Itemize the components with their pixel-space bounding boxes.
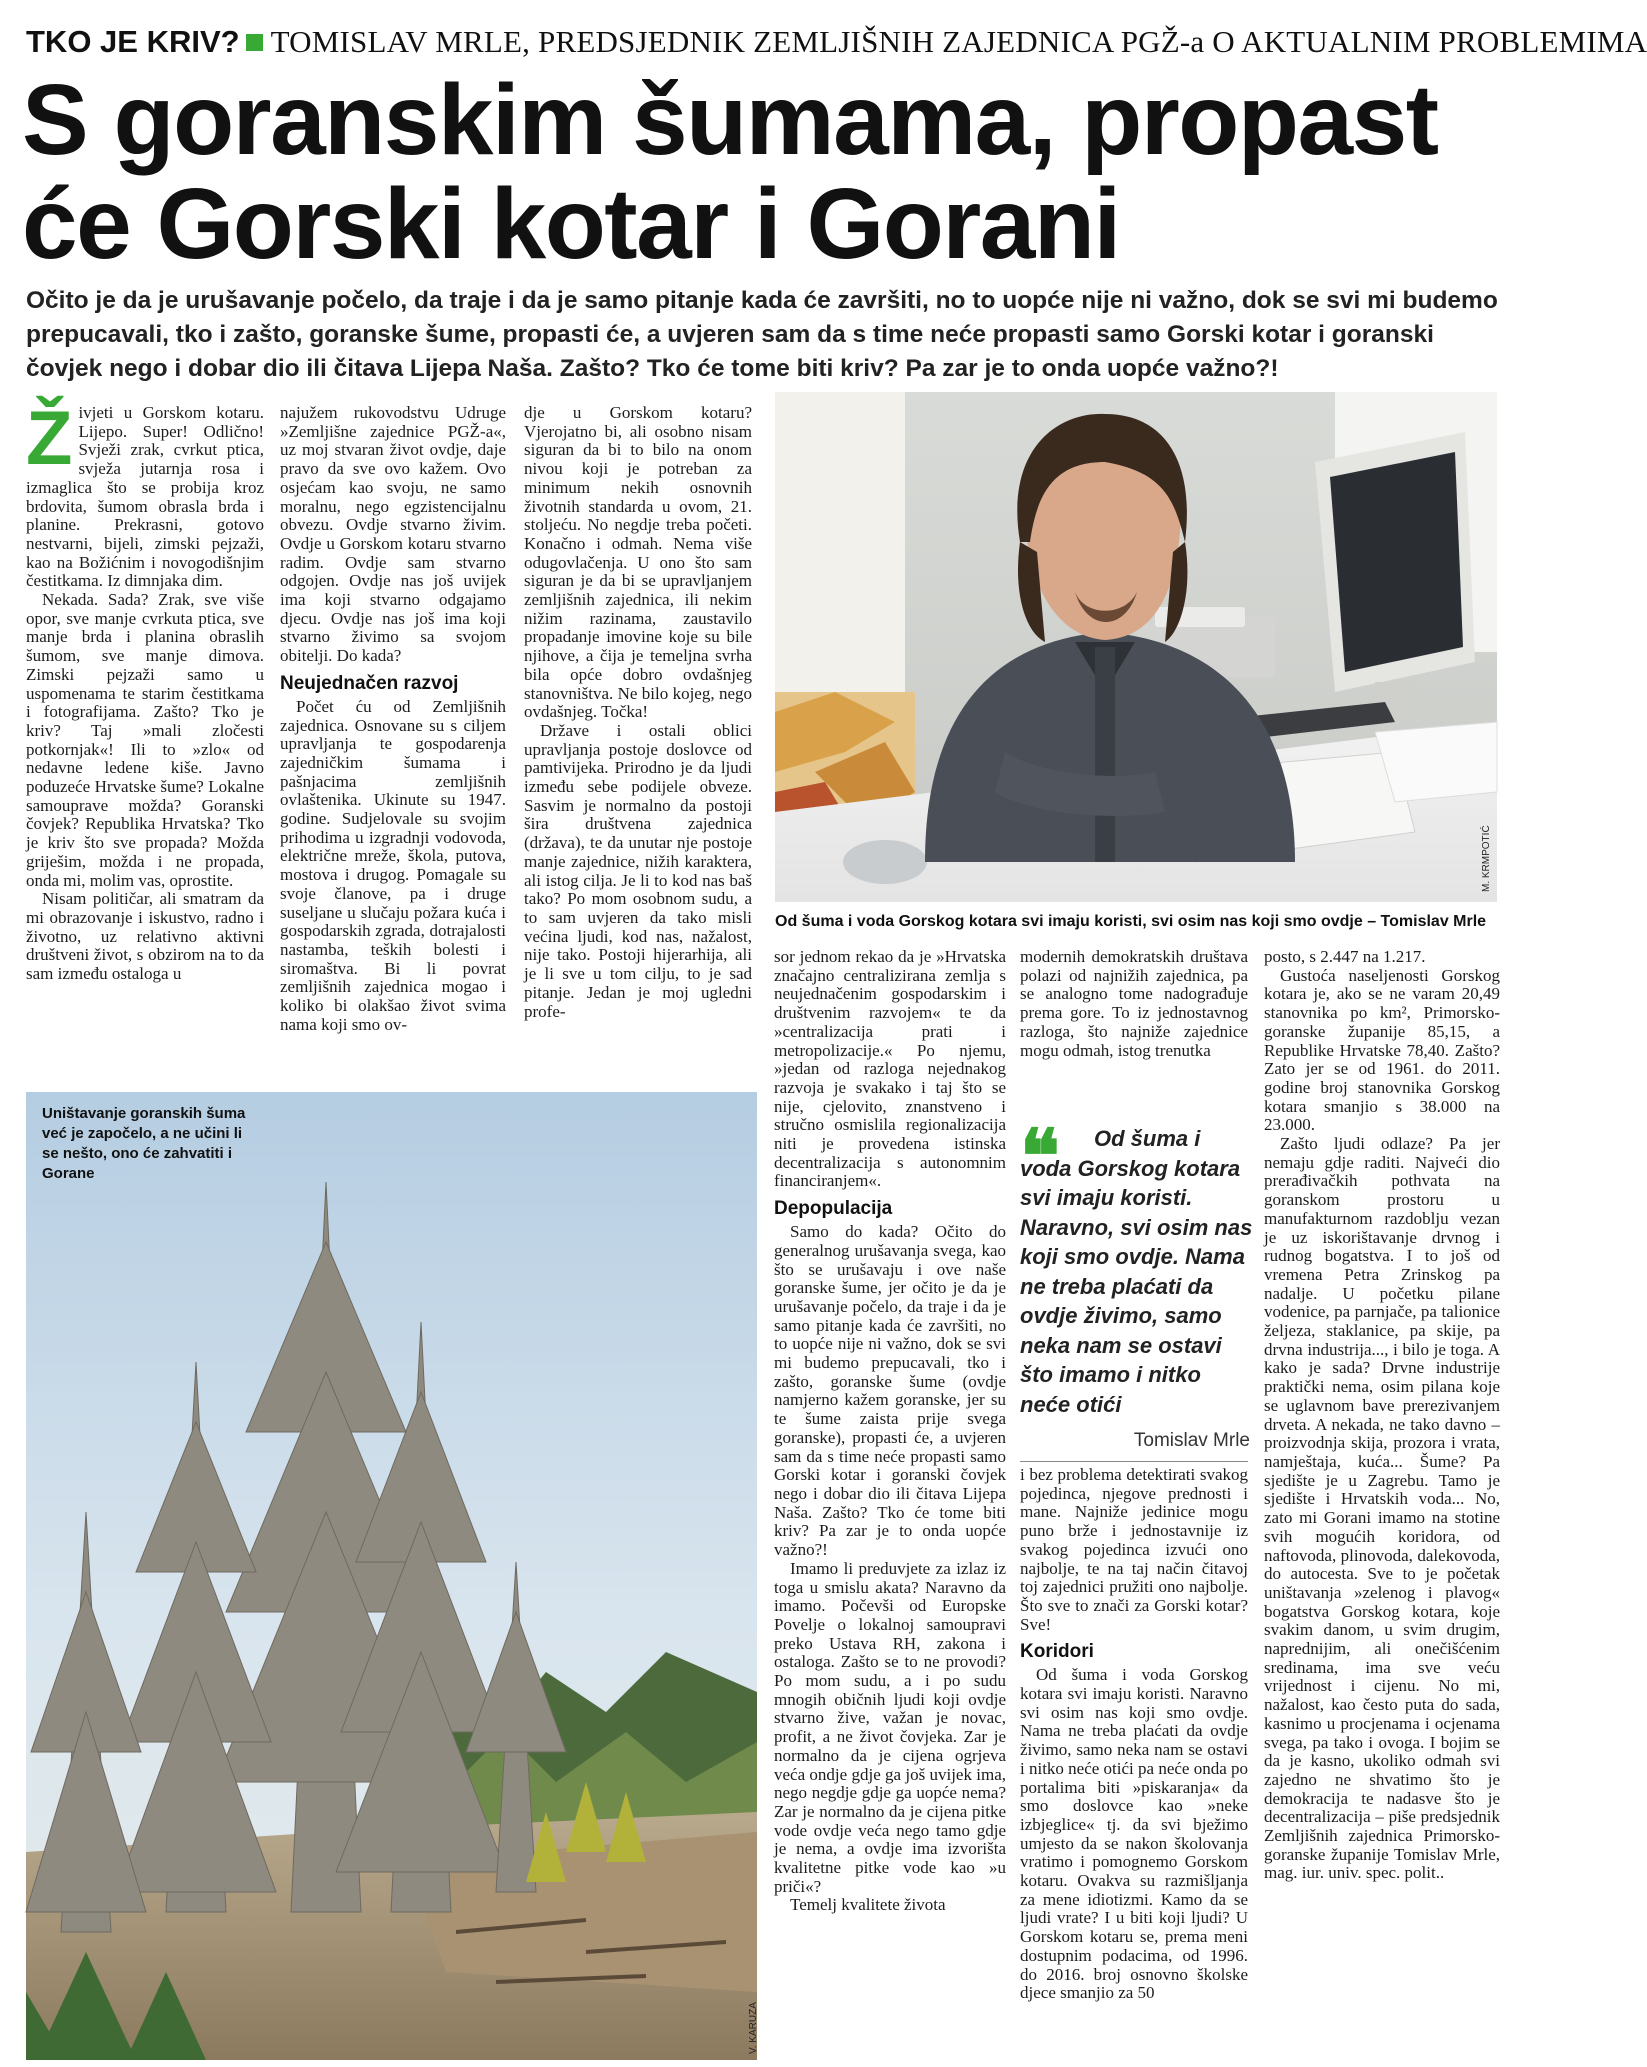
headline-line-2: će Gorski kotar i Gorani [22,168,1120,280]
paragraph: Imamo li preduvjete za izlaz iz toga u smislu akata? Naravno da imamo. Počevši od Europske Povelje o lokalnoj samoupravi preko Ustava RH, zakona i ostaloga. Zašto se to ne provodi? Po mom sudu, a i po sudu mnogih običnih ljudi koji ovdje stvarno žive, važan je novac, profit, a ne život čovjeka. Zar je normalno da je cijena ogrjeva veća ondje gdje ga još uvijek ima, nego negdje gdje ga uopće nema? Zar je normalno da je cijena pitke vode ovdje veća nego tamo gdje je nema, a ovdje ima izvorišta kvalitetne pitke vode kao »u priči«? [774,1558,1006,1896]
column-1 [26,396,264,984]
photo-credit: V. KARUZA [748,2002,759,2054]
subheading: Neujednačen razvoj [280,672,459,694]
office-photo-caption: Od šuma i voda Gorskog kotara svi imaju koristi, svi osim nas koji smo ovdje – Tomislav Mrle [775,913,1487,930]
paragraph: modernih demokratskih društava polazi od najnižih zajednica, pa se analogno tome nadograđuje prema gore. To iz jednostavnog razloga, što najniže zajednice mogu odmah, istog trenutka [1020,947,1248,1060]
paragraph: dje u Gorskom kotaru? Vjerojatno bi, ali osobno nisam siguran da bi to bilo na onom nivou koji je potreban za minimum nekih osnovnih životnih standarda u ovom, 21. stoljeću. No negdje treba početi. Konačno i odmah. Nema više odugovlačenja. U ono što sam siguran je da bi se upravljanjem zemljišnih zajednica, ili nekim nižim razinama, zaustavilo propadanje imovine koje su bile njihove, a čija je temeljna svrha bila opće dobro ovdašnjeg stanovništva. Ne bilo kojeg, nego ovdašnjeg. Točka! [524,403,752,722]
headline [22,64,1502,280]
kicker-tag: TKO JE KRIV? [26,24,240,59]
paragraph: Od šuma i voda Gorskog kotara svi imaju koristi. Naravno svi osim nas koji smo ovdje. Nama ne treba plaćati da ovdje živimo, samo neka nam se ostavi i nitko neće otići pa neće onda po portalima biti »piskaranja« da smo doslovce kao »neke izbjeglice« tj. da svi bježimo umjesto da se nakon školovanja vratimo i pomognemo Gorskom kotaru. Ovakva su razmišljanja za mene idiotizmi. Kamo da se ljudi vrate? I u biti koji ljudi? U Gorskom kotaru se, prema meni dostupnim podacima, od 1996. do 2016. broj osnovno školske djece smanjio za 50 [1020,1665,1248,2003]
paragraph: Nekada. Sada? Zrak, sve više opor, sve manje cvrkuta ptica, sve manje brda i planina obraslih šumom, sve manje dimova. Zimski pejzaži samo u uspomenama te starim čestitkama i fotografijama. Zašto? Tko je kriv? Taj »mali zločesti potkornjak«! Ili to »zlo« od nedavne ledene kiše. Javno poduzeće Hrvatske šume? Lokalne samouprave možda? Goranski čovjek? Republika Hrvatska? Tko je kriv što sve propada? Možda griješim, možda i ne propada, onda mi, molim vas, oprostite. [26,590,264,890]
paragraph: Temelj kvalitete života [790,1895,946,1915]
forest-photo [26,1092,757,2060]
quote-mark-icon: ❝ [1020,1114,1060,1200]
paragraph: Samo do kada? Očito do generalnog urušavanja svega, kao što se urušavaju i ove naše goranske šume, jer očito je da je urušavanje počelo, da traje i da je samo pitanje kada će završiti, no to uopće nije ni važno, dok se svi mi budemo prepucavali, tko i zašto, goranske šume (ovdje namjerno kažem goranske, jer su te šume zaista prije svega goranske), propasti će, a uvjeren sam da s time neće propasti samo Gorski kotar i goranski čovjek nego i dobar dio ili čitava Lijepa Naša. Zašto? Tko će tome biti kriv? Pa zar je to onda uopće važno?! [774,1222,1006,1560]
quote-divider [1020,1461,1248,1462]
subheading: Depopulacija [774,1198,893,1220]
lead-paragraph: Očito je da je urušavanje počelo, da traje i da je samo pitanje kada će završiti, no to uopće nije ni važno, dok se svi mi budemo prepucavali, tko i zašto, goranske šume, propasti će, a uvjeren sam da s time neće propasti samo Gorski kotar i goranski čovjek nego i dobar dio ili čitava Lijepa Naša. Zašto? Tko će tome biti kriv? Pa zar je to onda uopće važno?! [26,287,1498,382]
paragraph: Zašto ljudi odlaze? Pa jer nemaju gdje raditi. Najveći dio prerađivačkih pothvata na goranskom prostoru u manufakturnom razdoblju vezan je uz iskorištavanje drvnog i rudnog bogatstva. I to još od vremena Petra Zrinskog pa nadalje. U početku pilane vodenice, pa parnjače, pa talionice željeza, staklanice, pa skije, pa drvna industrija..., i bilo je toga. A kako je sada? Drvne industrije praktički nema, osim pilana koje se uglavnom bave prerezivanjem drveta. A nekada, ne tako davno – proizvodnja skija, prozora i vrata, namještaja, kuća... Šume? Pa sjedište je u Zagrebu. Tamo je sjedište i Hrvatskih voda... No, zato mi Gorani imamo na stotine svih mogućih koridora, od naftovoda, plinovoda, dalekovoda, do autocesta. Sve to je početak uništavanja »zelenog i plavog« bogatstva Gorskog kotara, koje svakim danom, u svim drugim, naprednijim, ali onečišćenim sredinama, ima sve veću vrijednost i cijenu. No mi, nažalost, kao često puta do sada, kasnimo u procjenama i ocjenama svega, pa tako i ovoga. I bojim se da je kasno, ukoliko odmah svi zajedno ne shvatimo što je demokracija te nadasve što je decentralizacija – piše predsjednik Zemljišnih zajednica Primorsko-goranske županije Tomislav Mrle, mag. iur. univ. spec. polit.. [1264,1134,1500,1883]
subheading: Koridori [1020,1641,1094,1663]
column-2 [280,404,506,1035]
column-5 [1020,948,1248,1060]
headline-line-1: S goranskim šumama, propast [22,64,1438,176]
paragraph: i bez problema detektirati svakog pojedinca, njegove prednosti i mane. Najniže jedinice mogu puno brže i jednostavnije iz svakog pojedinca izvući ono najbolje, te na taj način čitavoj toj zajednici pružiti ono najbolje. Što sve to znači za Gorski kotar? Sve! [1020,1465,1248,1634]
column-3 [524,404,752,1021]
pull-quote [1020,1114,1256,1419]
column-4 [774,948,1006,1915]
pull-quote-author: Tomislav Mrle [1133,1430,1250,1451]
column-6 [1264,948,1500,1883]
forest-photo-caption: Uništavanje goranskih šuma već je započelo, a ne učini li se nešto, ono će zahvatiti i Gorane [42,1105,246,1182]
paragraph: Države i ostali oblici upravljanja postoje doslovce od pamtivijeka. Prirodno je da ljudi između sebe podijele obveze. Sasvim je normalno da postoji šira društvena zajednica (država), te da unutar nje postoje manje zajednice, nižih karaktera, ali istog cilja. Je li to kod nas baš tako? Po mom osobnom sudu, a to sam uvjeren da tako misli većina ljudi, kod nas, nažalost, nije tako. Postoji hijerarhija, ali je li sve u tom cilju, to je sad pitanje. Jedan je moj ugledni profe- [524,720,752,1021]
column-5-continued [1020,1466,1248,2003]
paragraph: najužem rukovodstvu Udruge »Zemljišne zajednice PGŽ-a«, uz moj stvaran život ovdje, daje pravo da sve ovo kažem. Ovo osjećam kao svoju, ne samo moralnu, nego egzistencijalnu obvezu. Ovdje stvarno živim. Ovdje u Gorskom kotaru stvarno radim. Ovdje sam stvarno odgojen. Ovdje nas još uvijek ima koji stvarno odgajamo djecu. Ovdje nas još ima koji stvarno živimo sa svojom obitelji. Do kada? [280,403,506,666]
photo-credit: M. KRMPOTIĆ [1481,825,1492,892]
green-square-icon [246,34,263,51]
paragraph: Gustoća naseljenosti Gorskog kotara je, ako se ne varam 20,49 stanovnika po km², Primorsko-goranske županije 85,15, a Republike Hrvatske 78,40. Zašto? Zato jer se od 1961. do 2011. godine broj stanovnika Gorskog kotara smanjio s 38.000 na 23.000. [1264,965,1500,1135]
paragraph: sor jednom rekao da je »Hrvatska značajno centralizirana zemlja s neujednačenim gospodarskim i društvenim razvojem« te da »centralizacija prati i metropolizacije.« Po njemu, »jedan od razloga nejednakog razvoja je svakako i taj što se nije, cjelovito, znanstveno i stručno osmislila regionalizacija niti je provedena istinska decentralizacija s autonomnim financiranjem«. [774,947,1006,1191]
office-photo [775,392,1497,902]
paragraph: ivjeti u Gorskom kotaru. Lijepo. Super! Odlično! Svježi zrak, cvrkut ptica, svježa jutarnja rosa i izmaglica što se probija kroz brdovita, šumom obrasla brda i planine. Prekrasni, gotovo nestvarni, bijeli, zimski pejzaži, kao na Božićnim i novogodišnjim čestitkama. Iz dimnjaka dim. [26,403,264,591]
forest-photo-image [26,1092,757,2060]
kicker [26,22,1647,62]
pull-quote-text: Od šuma i voda Gorskog kotara svi imaju koristi. Naravno, svi osim nas koji smo ovdje. Nama ne treba plaćati da ovdje živimo, samo neka nam se ostavi što imamo i nitko neće otići [1020,1126,1253,1417]
office-photo-image [775,392,1497,902]
paragraph: Počet ću od Zemljišnih zajednica. Osnovane su s ciljem upravljanja te gospodarenja zajedničkim šumama i pašnjacima zemljišnih ovlaštenika. Ukinute su 1947. godine. Sudjelovale su svojim prihodima u izgradnji vodovoda, električne mreže, škola, putova, mostova i drugog. Pomagale su svoje članove, pa i druge suseljane u slučaju požara kuća i gospodarskih zgrada, dotrajalosti nastamba, teških bolesti i siromaštva. Bi li povrat zemljišnih zajednica mogao i koliko bi olakšao život svima nama koji smo ov- [280,696,506,1034]
paragraph: posto, s 2.447 na 1.217. [1264,947,1426,966]
kicker-text: TOMISLAV MRLE, PREDSJEDNIK ZEMLJIŠNIH ZAJEDNICA PGŽ-a O AKTUALNIM PROBLEMIMA [270,24,1647,59]
drop-cap: Ž [26,396,73,481]
paragraph: Nisam političar, ali smatram da mi obrazovanje i iskustvo, radno i životno, uz relativno aktivni društveni život, s obzirom na to da sam između ostaloga u [26,889,264,984]
